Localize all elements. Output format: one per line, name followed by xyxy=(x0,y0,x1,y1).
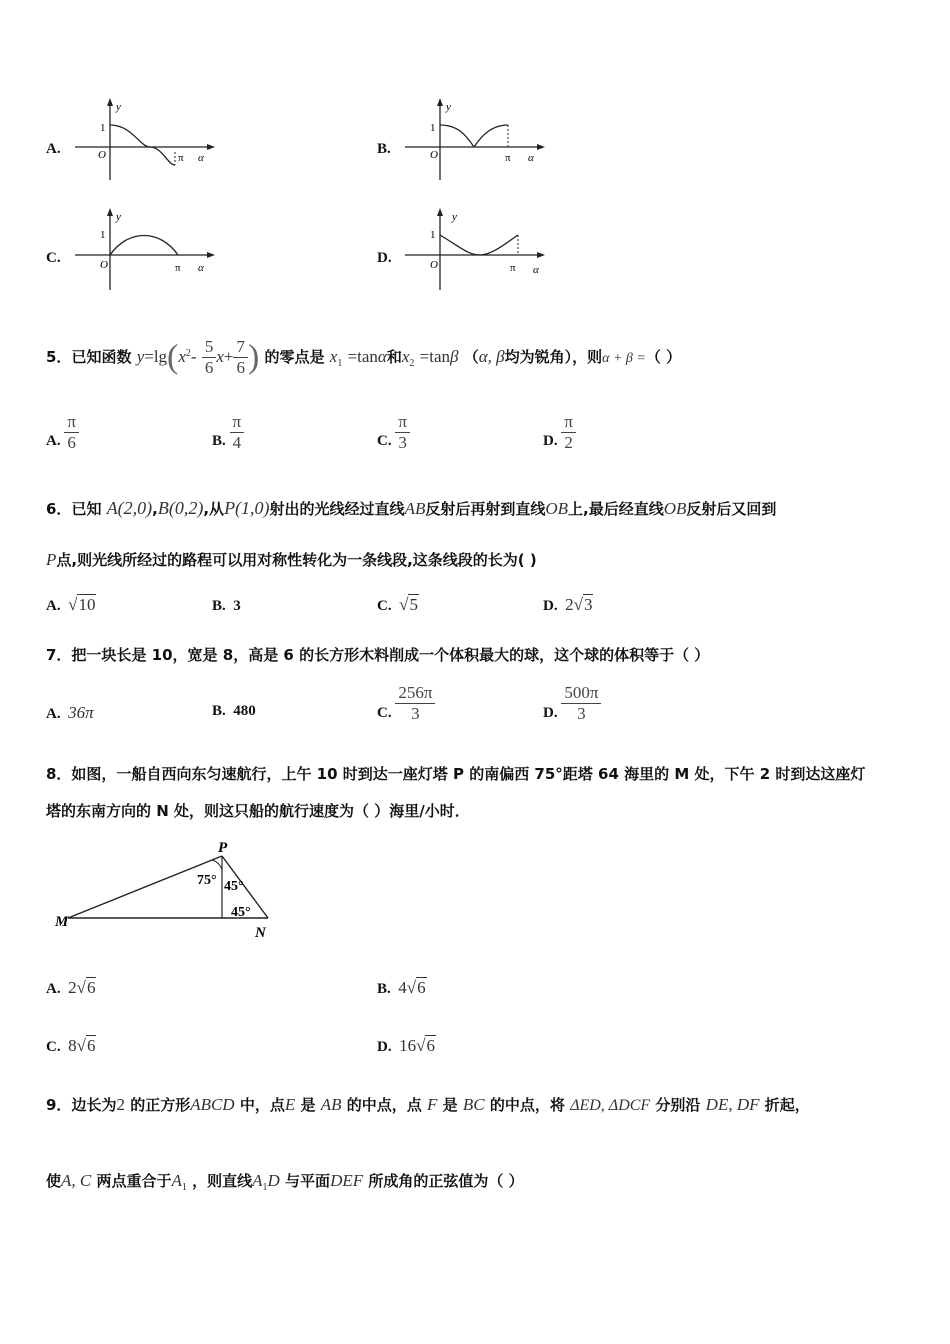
q4a-y: y xyxy=(116,101,121,113)
q4-option-b-letter: B. xyxy=(377,141,391,157)
q4a-one: 1 xyxy=(100,122,106,134)
q4c-y: y xyxy=(116,211,121,223)
q8-angle-45-top: 45° xyxy=(224,879,244,894)
q4b-o: O xyxy=(430,149,438,161)
q5-option-b[interactable]: B. $\frac{\pi}{4}$ xyxy=(212,430,244,453)
q7-option-a[interactable]: A. 36π xyxy=(46,703,94,722)
q8-angle-75: 75° xyxy=(197,873,217,888)
q9-stem-line2: 使A, C 两点重合于$A_1$ ，则直线$A_1D$ 与平面DEF 所成角的正弦值为（ ） xyxy=(46,1171,524,1193)
q7-stem: 7．把一块长是 10，宽是 8，高是 6 的长方形木料削成一个体积最大的球，这个球的体积等于（ ） xyxy=(46,646,710,664)
q9-stem-line1: 9．边长为2 的正方形ABCD 中，点E 是 AB 的中点，点 F 是 BC 的中点，将 ΔED, ΔDCF 分别沿 DE, DF 折起， xyxy=(46,1095,810,1114)
q8-option-c[interactable]: C. 8√6 xyxy=(46,1036,96,1055)
q4-option-d-letter: D. xyxy=(377,250,392,266)
q6-option-b[interactable]: B. 3 xyxy=(212,598,241,614)
q6-stem-line1: 6．已知 A(2,0),B(0,2),从P(1,0)射出的光线经过直线AB反射后再射到直线OB上,最后经直线OB反射后又回到 xyxy=(46,498,777,518)
q6-option-c[interactable]: C. √5 xyxy=(377,595,418,614)
q5-number: 5． xyxy=(46,348,72,366)
q4a-alpha: α xyxy=(198,152,204,164)
q8-label-p: P xyxy=(218,840,228,856)
q4a-o: O xyxy=(98,149,106,161)
q8-option-d[interactable]: D. 16√6 xyxy=(377,1036,435,1055)
q8-option-b[interactable]: B. 4√6 xyxy=(377,978,426,997)
q8-angle-45-bottom: 45° xyxy=(231,905,251,920)
q8-option-a[interactable]: A. 2√6 xyxy=(46,978,96,997)
q4-option-a-letter: A. xyxy=(46,141,61,157)
q4b-y: y xyxy=(446,101,451,113)
q4-graph-b xyxy=(400,95,550,185)
q8-stem-line1: 8．如图，一船自西向东匀速航行，上午 10 时到达一座灯塔 P 的南偏西 75°距塔 64 海里的 M 处，下午 2 时到达这座灯 xyxy=(46,765,866,783)
q6-number: 6． xyxy=(46,500,72,518)
q6-stem-line2: P点,则光线所经过的路程可以用对称性转化为一条线段,这条线段的长为( ) xyxy=(46,550,537,569)
q4d-y: y xyxy=(452,211,457,223)
q9-number: 9． xyxy=(46,1096,72,1114)
q5-stem: 5．已知函数 $y=\lg(x^2-$ $\frac{5}{6}$ x+ $\frac{7}{6}$ ) 的零点是 $x_1 =\tan\alpha$和$x_2 =\tan\beta$ （α, β均为锐角），则α + β =（ ） xyxy=(46,337,682,377)
q5-option-a[interactable]: A. $\frac{\pi}{6}$ xyxy=(46,430,79,453)
q4c-o: O xyxy=(100,259,108,271)
q4d-one: 1 xyxy=(430,229,436,241)
q5-option-d[interactable]: D. $\frac{\pi}{2}$ xyxy=(543,430,576,453)
q4b-alpha: α xyxy=(528,152,534,164)
q4d-pi: π xyxy=(510,262,516,274)
q6-option-a[interactable]: A. √10 xyxy=(46,595,96,614)
q7-option-c[interactable]: C. $\frac{256\pi}{3}$ xyxy=(377,703,435,724)
q8-figure xyxy=(50,838,280,943)
q7-option-d[interactable]: D. $\frac{500\pi}{3}$ xyxy=(543,703,601,724)
q4b-pi: π xyxy=(505,152,511,164)
q8-stem-line2: 塔的东南方向的 N 处，则这只船的航行速度为（ ）海里/小时． xyxy=(46,802,470,820)
q4d-o: O xyxy=(430,259,438,271)
q8-label-n: N xyxy=(255,925,266,941)
q5-option-c[interactable]: C. $\frac{\pi}{3}$ xyxy=(377,430,410,453)
q4d-alpha: α xyxy=(533,264,539,276)
q4c-pi: π xyxy=(175,262,181,274)
q4a-pi: π xyxy=(178,152,184,164)
q6-option-d[interactable]: D. 2√3 xyxy=(543,595,593,614)
q4c-one: 1 xyxy=(100,229,106,241)
q4-graph-c xyxy=(70,205,220,295)
q4-graph-a xyxy=(70,95,220,185)
q4b-one: 1 xyxy=(430,122,436,134)
q4c-alpha: α xyxy=(198,262,204,274)
q7-option-b[interactable]: B. 480 xyxy=(212,703,256,719)
q4-graph-d xyxy=(400,205,550,295)
q8-label-m: M xyxy=(55,914,69,930)
q4-option-c-letter: C. xyxy=(46,250,61,266)
